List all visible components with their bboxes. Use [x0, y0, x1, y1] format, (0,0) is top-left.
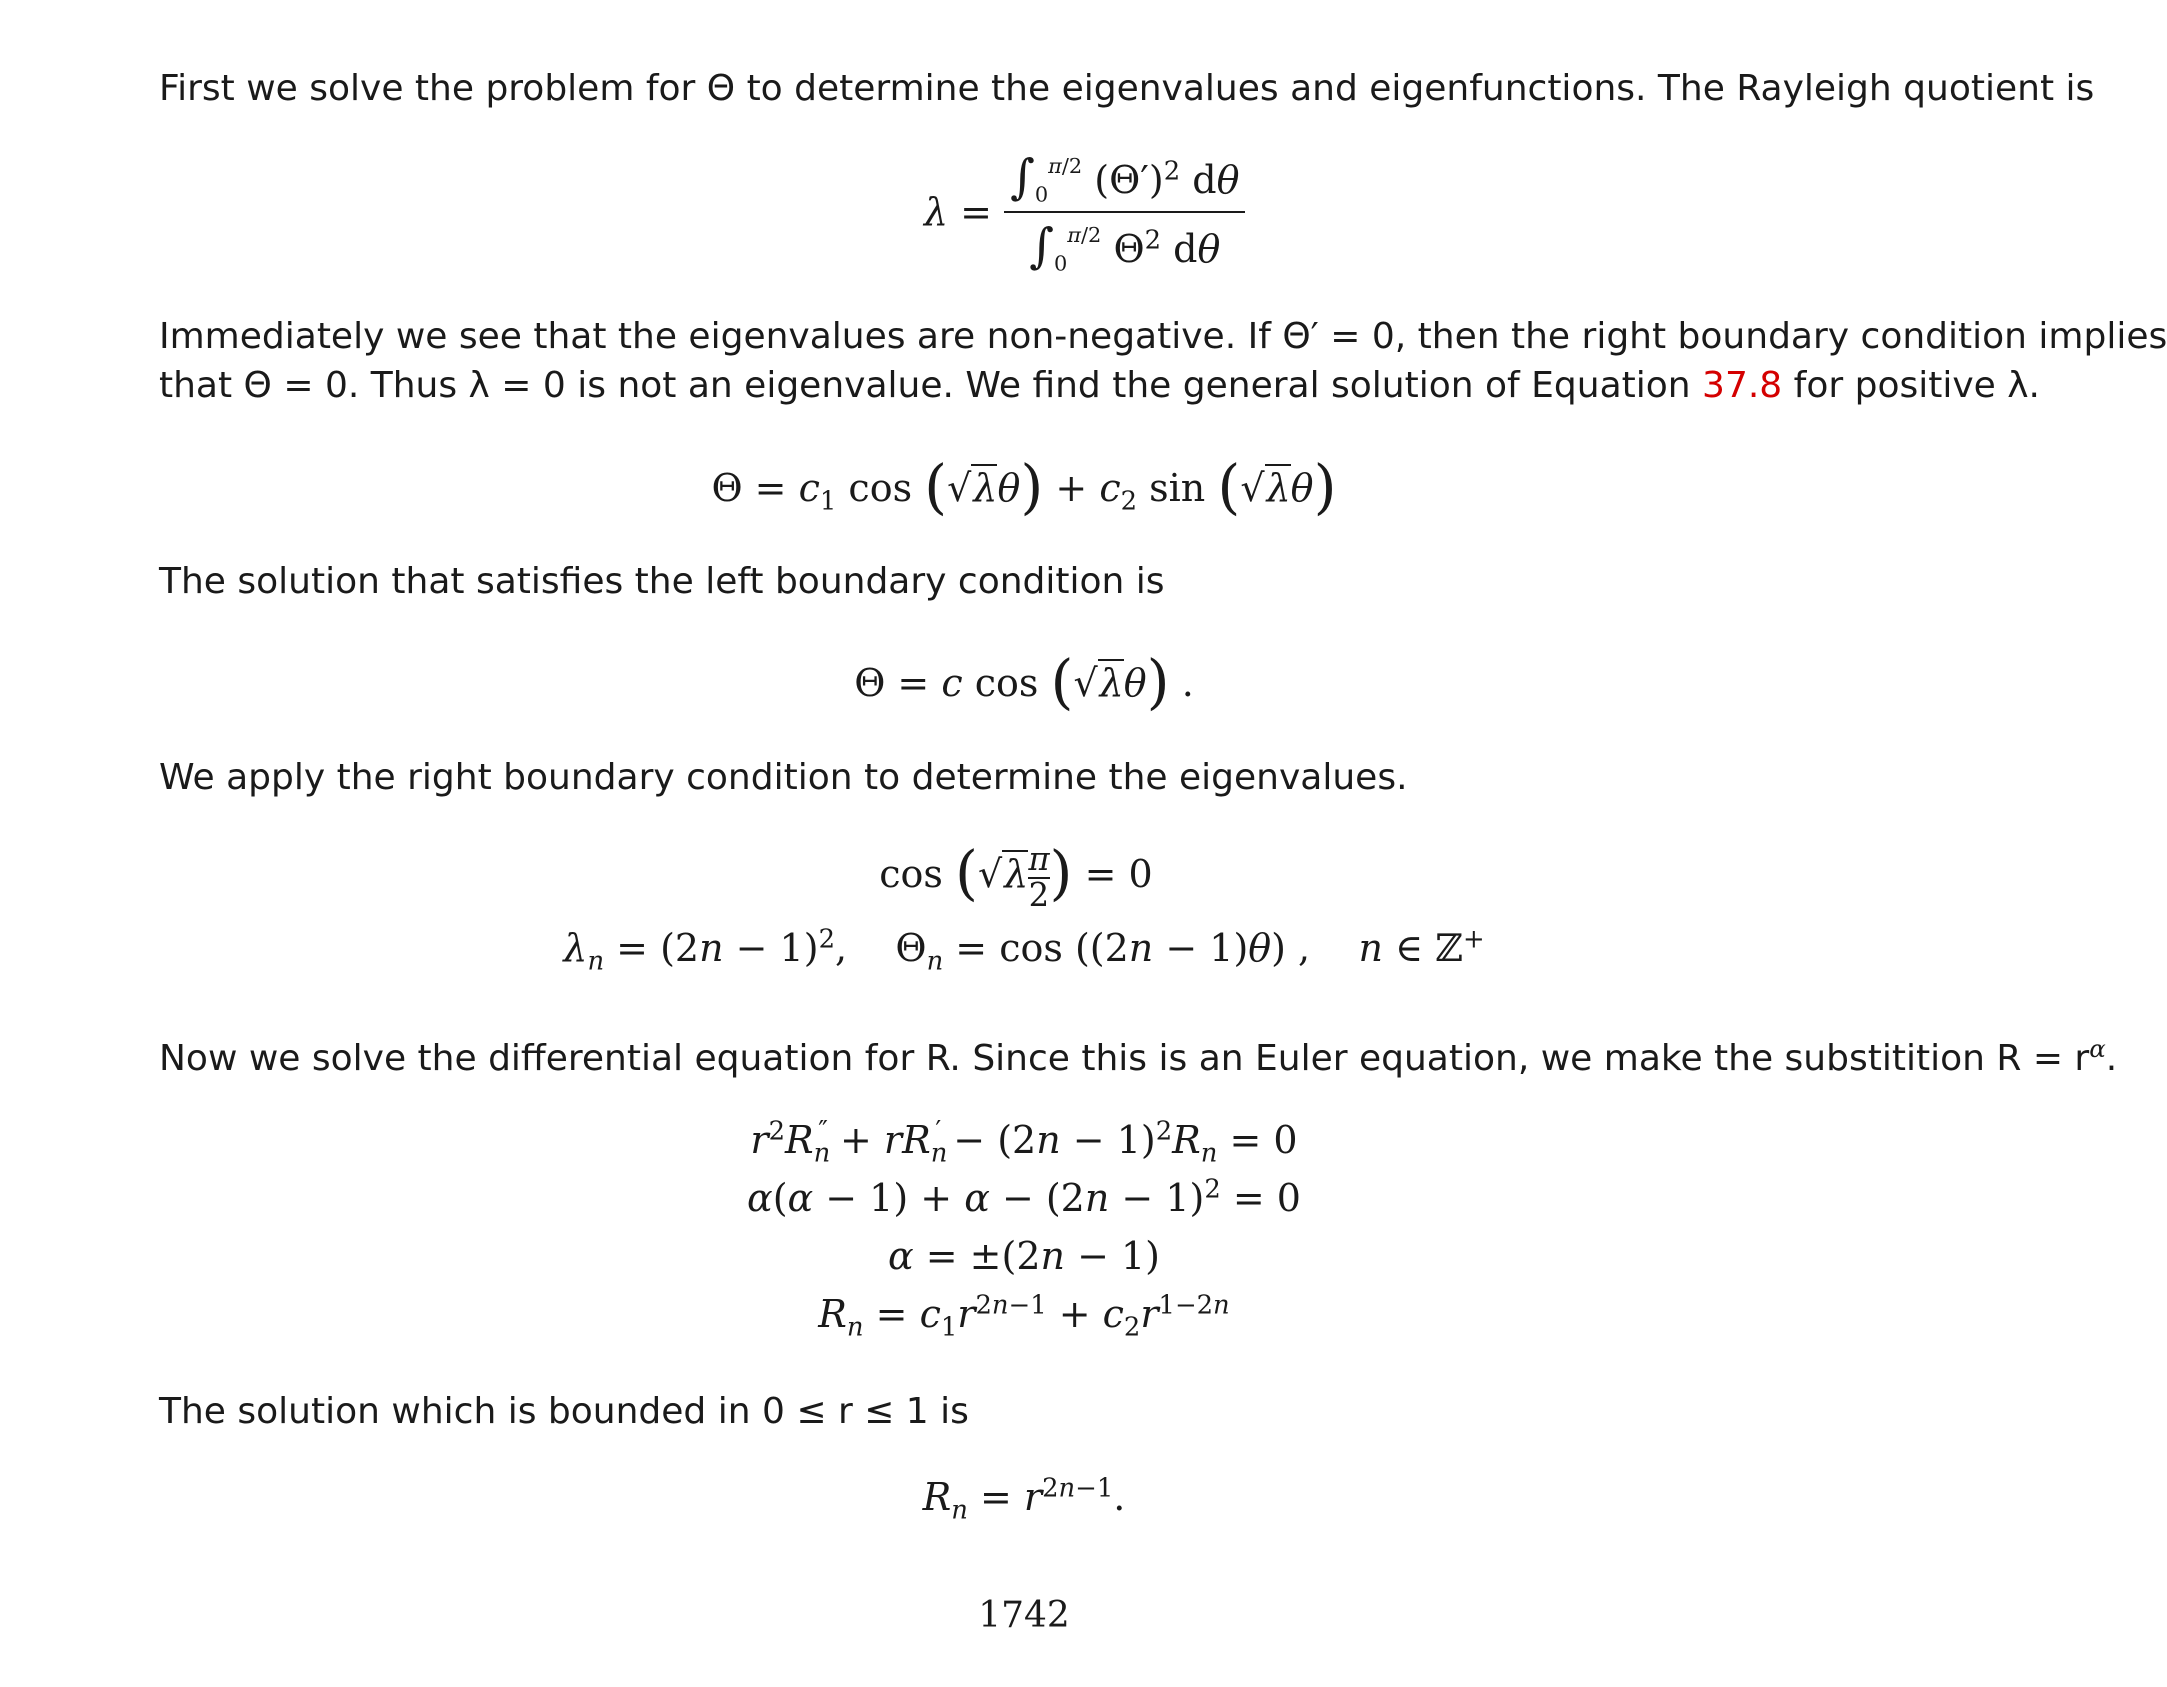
equation-rayleigh-quotient: λ = $\frac{\int_0^{\pi/2} (\Theta')^2 d\theta}{\int_0^{\pi/2} \Theta^2 d\theta}$	[924, 150, 1245, 274]
page-number: 1742	[978, 1595, 1070, 1636]
equation-reference-link[interactable]: 37.8	[1702, 365, 1783, 406]
equation-bounded-solution: $R_n = r^{2n-1}$.	[922, 1473, 1126, 1526]
paragraph-bounded: The solution which is bounded in 0 ≤ r ≤ 1 is	[159, 1391, 969, 1432]
paragraph-text: .	[2105, 1038, 2118, 1079]
paragraph-text: that Θ = 0. Thus λ = 0 is not an eigenvalue. We find the general solution of Equation	[159, 365, 1703, 406]
paragraph-euler	[159, 1034, 2117, 1083]
equation-eigenvalues: $\lambda_n = (2n - 1)^2$, $\Theta_n = \cos ((2n - 1)\theta)$ , n ∈ ℤ+	[563, 924, 1485, 977]
exponent-alpha: α	[2089, 1034, 2106, 1063]
equation-euler-stack	[0, 1118, 2048, 1350]
equation-euler-roots: α = ±(2n − 1)	[888, 1234, 1160, 1278]
paragraph-nonnegative-line1: Immediately we see that the eigenvalues are non-negative. If Θ′ = 0, then the right boundary condition implies	[159, 316, 2167, 357]
equation-left-boundary-solution: Θ = c cos (√λθ) .	[854, 647, 1194, 716]
paragraph-text: Now we solve the differential equation for R. Since this is an Euler equation, we make the substitition R = r	[159, 1038, 2090, 1079]
paragraph-nonnegative-line2	[159, 361, 2040, 410]
equation-cos-condition: cos (√λ $\frac{\pi}{2}$ ) = 0	[879, 838, 1153, 914]
equation-euler-characteristic: $\alpha(\alpha - 1) + \alpha - (2n - 1)^2 = 0$	[747, 1174, 1301, 1220]
equation-euler-ode: $r^2R_n'' + rR_n' - (2n - 1)^2R_n = 0$	[750, 1116, 1298, 1169]
paragraph-right-boundary: We apply the right boundary condition to determine the eigenvalues.	[159, 757, 1408, 798]
equation-general-solution: $\Theta = c_1$ $\cos (√\lambda\theta) + c_2$ sin (√λθ)	[711, 452, 1337, 521]
paragraph-intro: First we solve the problem for Θ to determine the eigenvalues and eigenfunctions. The Rayleigh quotient is	[159, 68, 2095, 109]
equation-euler-general: $R_n = c_1r^{2n-1} + c_2r^{1-2n}$	[818, 1290, 1230, 1343]
paragraph-text: for positive λ.	[1782, 365, 2040, 406]
paragraph-left-boundary: The solution that satisfies the left boundary condition is	[159, 561, 1165, 602]
